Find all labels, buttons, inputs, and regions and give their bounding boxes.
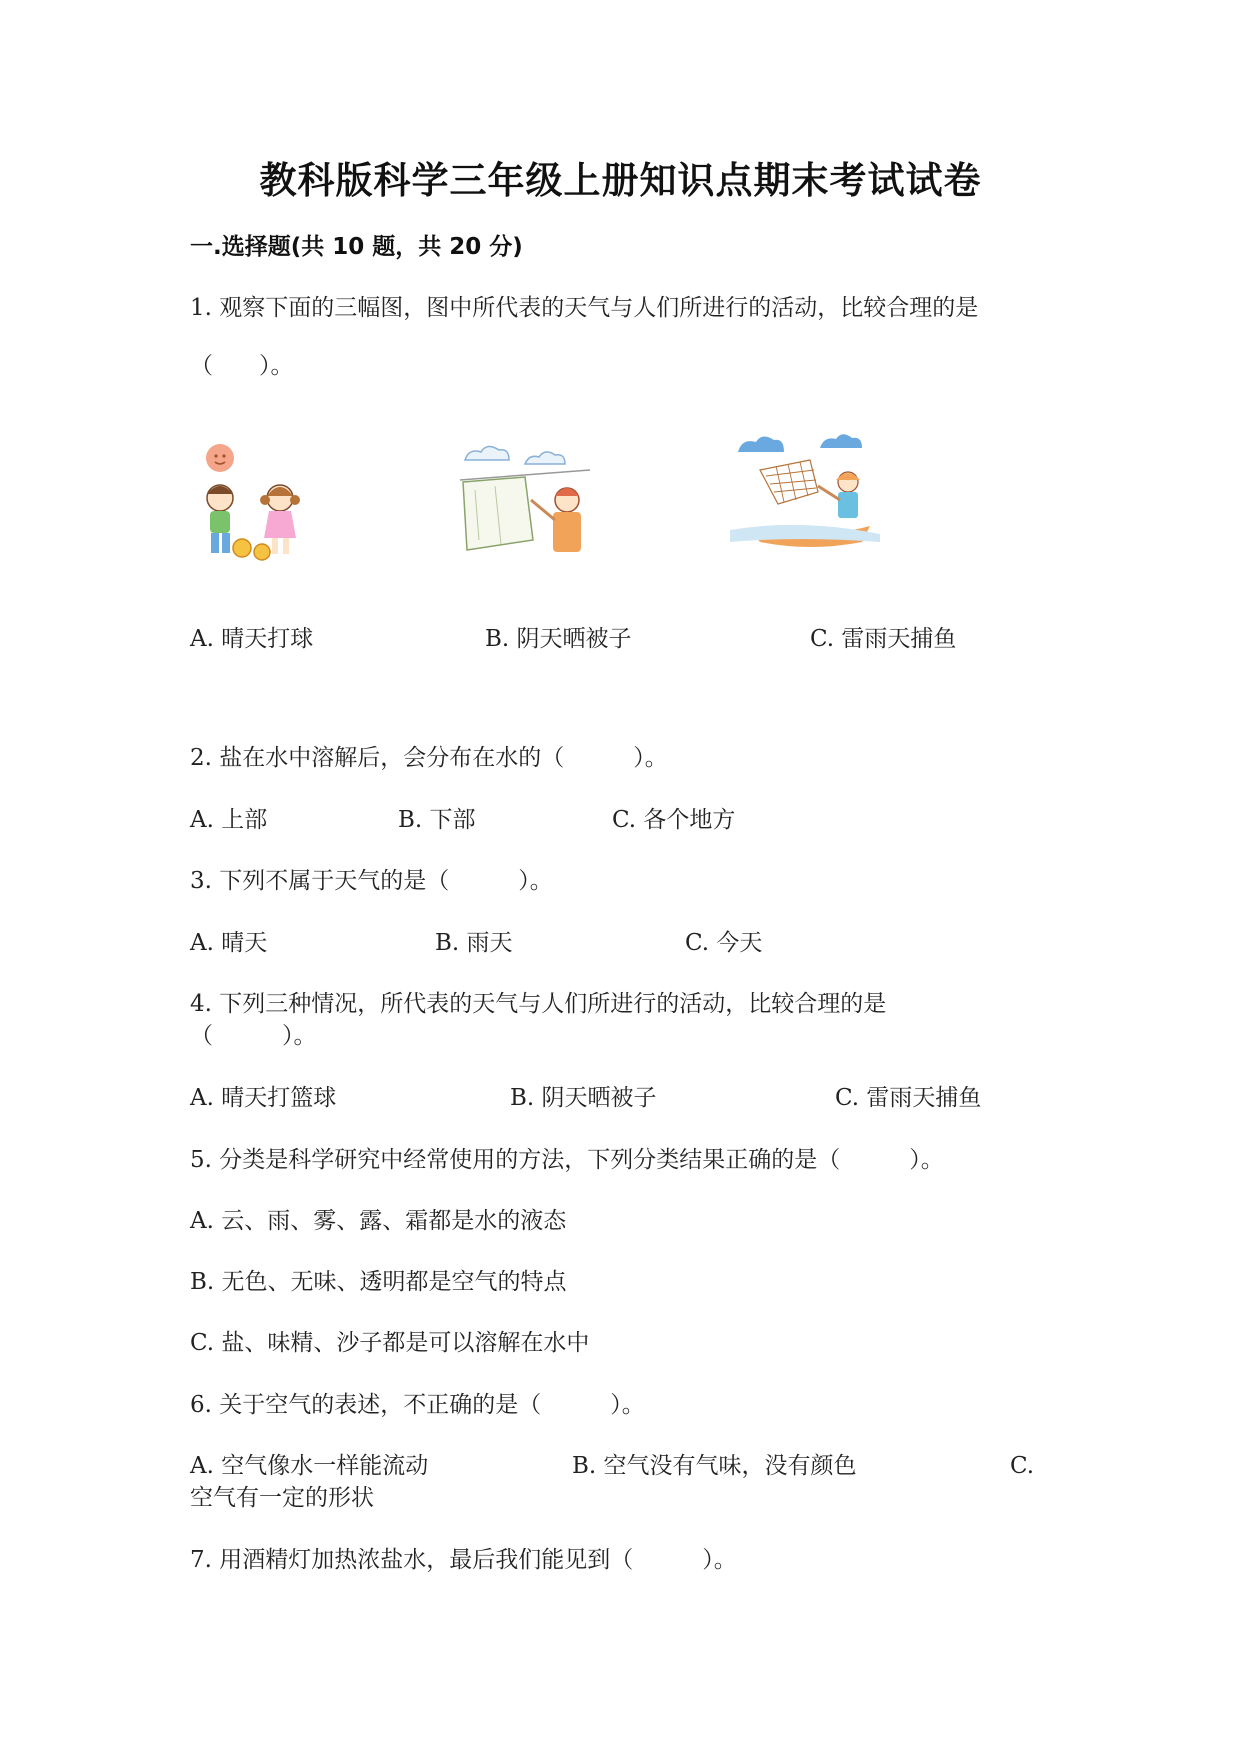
question-5-text: 5. 分类是科学研究中经常使用的方法，下列分类结果正确的是（ ）。 xyxy=(190,1147,944,1173)
question-4-option-a[interactable]: A. 晴天打篮球 xyxy=(190,1085,337,1111)
question-3-option-c[interactable]: C. 今天 xyxy=(685,930,763,956)
question-3-text: 3. 下列不属于天气的是（ ）。 xyxy=(190,868,553,894)
question-4-option-b[interactable]: B. 阴天晒被子 xyxy=(510,1085,657,1111)
thunderstorm-fishing-picture xyxy=(730,430,880,560)
question-1-option-a[interactable]: A. 晴天打球 xyxy=(190,626,314,652)
question-6-option-a[interactable]: A. 空气像水一样能流动 xyxy=(190,1453,429,1479)
question-3-option-a[interactable]: A. 晴天 xyxy=(190,930,268,956)
question-5-option-a[interactable]: A. 云、雨、雾、露、霜都是水的液态 xyxy=(190,1208,567,1234)
page-title: 教科版科学三年级上册知识点期末考试试卷 xyxy=(259,159,982,202)
question-1-option-b[interactable]: B. 阴天晒被子 xyxy=(485,626,632,652)
question-6-text: 6. 关于空气的表述，不正确的是（ ）。 xyxy=(190,1392,645,1418)
question-1-option-c[interactable]: C. 雷雨天捕鱼 xyxy=(810,626,957,652)
section-heading: 一.选择题(共 10 题，共 20 分) xyxy=(190,234,523,260)
question-5-option-b[interactable]: B. 无色、无味、透明都是空气的特点 xyxy=(190,1269,567,1295)
question-3-option-b[interactable]: B. 雨天 xyxy=(435,930,513,956)
question-4-blank: （ ）。 xyxy=(190,1023,317,1049)
question-6-option-b[interactable]: B. 空气没有气味，没有颜色 xyxy=(572,1453,857,1479)
question-2-option-b[interactable]: B. 下部 xyxy=(398,807,476,833)
question-4-text: 4. 下列三种情况，所代表的天气与人们所进行的活动，比较合理的是 xyxy=(190,991,887,1017)
question-5-option-c[interactable]: C. 盐、味精、沙子都是可以溶解在水中 xyxy=(190,1330,590,1356)
question-6-option-c-text[interactable]: 空气有一定的形状 xyxy=(190,1485,374,1511)
sunny-playing-ball-picture xyxy=(190,440,320,570)
cloudy-drying-quilt-picture xyxy=(455,440,595,570)
question-1-text: 1. 观察下面的三幅图，图中所代表的天气与人们所进行的活动，比较合理的是 xyxy=(190,295,979,321)
question-7-text: 7. 用酒精灯加热浓盐水，最后我们能见到（ ）。 xyxy=(190,1547,737,1573)
question-2-option-c[interactable]: C. 各个地方 xyxy=(612,807,736,833)
question-4-option-c[interactable]: C. 雷雨天捕鱼 xyxy=(835,1085,982,1111)
question-1-blank: （ ）。 xyxy=(190,353,294,379)
question-6-option-c-label[interactable]: C. xyxy=(1010,1453,1035,1479)
question-2-option-a[interactable]: A. 上部 xyxy=(190,807,268,833)
question-2-text: 2. 盐在水中溶解后，会分布在水的（ ）。 xyxy=(190,745,668,771)
